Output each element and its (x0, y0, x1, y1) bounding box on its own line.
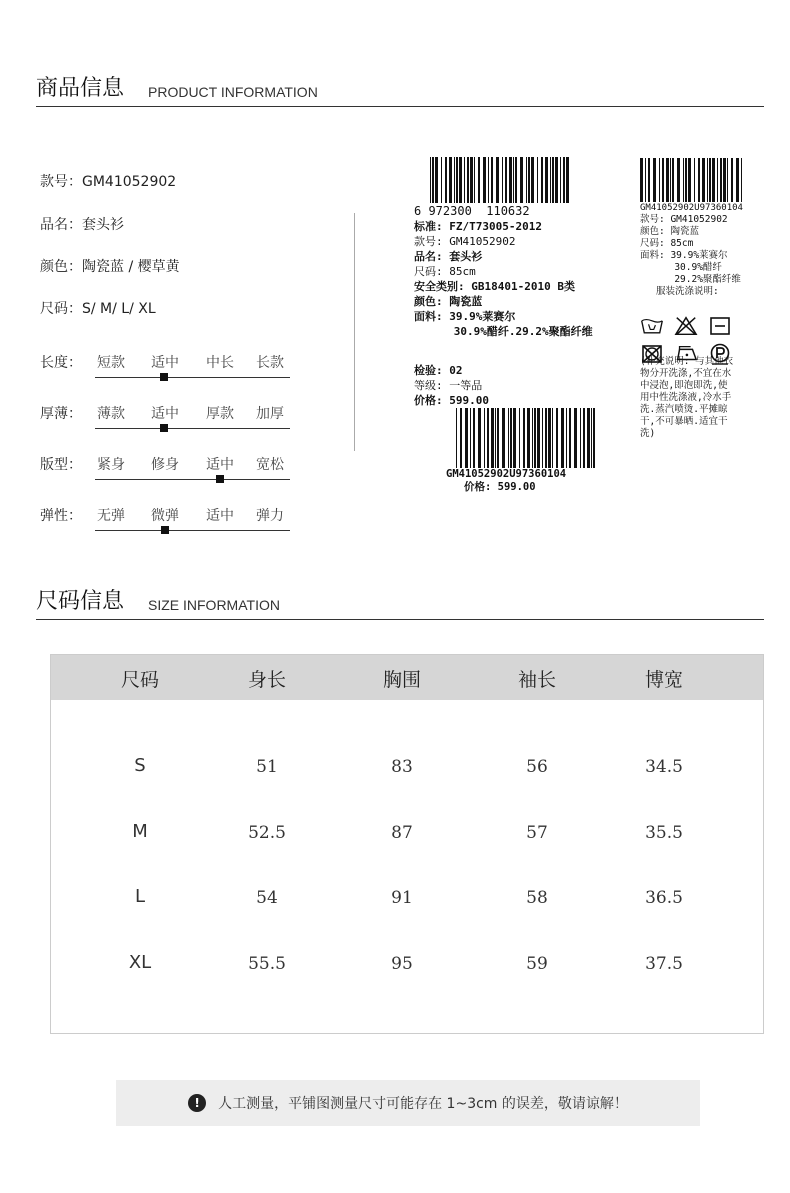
product-info-title: 商品信息 (36, 76, 125, 101)
table-cell: 95 (391, 954, 413, 974)
table-cell: 34.5 (645, 757, 683, 777)
table-cell: 58 (526, 888, 548, 908)
product-info-header (36, 75, 764, 107)
hang-tag-small (640, 158, 770, 440)
tag-fabric-1: 面料: 39.9%莱赛尔 (414, 310, 516, 323)
scale-label: 厚薄： (40, 406, 82, 422)
table-cell: 59 (526, 954, 548, 974)
small-care-title: 服装洗涤说明: (656, 286, 719, 297)
small-note-line: 物分开洗涤,不宜在水 (640, 368, 732, 379)
elasticity-scale (40, 505, 300, 545)
tag-style-no: 款号: GM41052902 (414, 235, 516, 248)
scale-option: 厚款 (206, 406, 234, 422)
header-sleeve: 袖长 (517, 669, 556, 691)
scale-option: 无弹 (97, 508, 125, 524)
table-cell: 57 (526, 823, 548, 843)
table-cell: 51 (256, 757, 278, 777)
table-cell: 83 (391, 757, 413, 777)
scale-option: 微弹 (151, 508, 179, 524)
fit-scale (40, 454, 300, 494)
table-cell: 56 (526, 757, 548, 777)
table-cell: 52.5 (248, 823, 286, 843)
table-cell: 87 (391, 823, 413, 843)
scale-option: 修身 (151, 457, 179, 473)
product-name-line (40, 214, 124, 234)
product-info-subtitle: PRODUCT INFORMATION (148, 84, 318, 100)
scale-line (95, 428, 290, 429)
table-cell: M (132, 821, 148, 842)
small-note-line: 干,不可暴晒.适宜干 (640, 416, 728, 427)
small-style-no: 款号: GM41052902 (640, 214, 728, 225)
no-tumble-dry-icon (640, 344, 664, 364)
color-line (40, 256, 180, 276)
tag-grade: 等级: 一等品 (414, 379, 483, 392)
style-number-line (40, 171, 176, 191)
small-note-line: 洗.蒸汽喷烫.平摊晾 (640, 404, 728, 415)
scale-label: 版型： (40, 457, 82, 473)
barcode-number: 6 972300 110632 (414, 204, 530, 218)
size-line (40, 298, 156, 318)
scale-option: 长款 (256, 355, 284, 371)
scale-option: 宽松 (256, 457, 284, 473)
iron-icon (674, 344, 698, 364)
product-name-label: 品名： (40, 217, 82, 233)
dry-clean-p-icon (708, 344, 732, 364)
header-width: 博宽 (644, 669, 683, 691)
table-cell: 35.5 (645, 823, 683, 843)
scale-label: 长度： (40, 355, 82, 371)
hang-tag-main (414, 157, 614, 494)
scale-marker (216, 475, 224, 483)
tag-safety: 安全类别: GB18401-2010 B类 (414, 280, 575, 293)
small-fabric-2: 30.9%醋纤 (640, 262, 722, 273)
scale-option: 加厚 (256, 406, 284, 422)
scale-option: 弹力 (256, 508, 284, 524)
table-cell: 54 (256, 888, 278, 908)
length-scale (40, 352, 300, 392)
style-number-label: 款号： (40, 174, 82, 190)
scale-option: 薄款 (97, 406, 125, 422)
flat-dry-icon (708, 316, 732, 336)
header-chest: 胸围 (382, 669, 421, 691)
tag-price: 价格: 599.00 (414, 394, 489, 407)
scale-line (95, 479, 290, 480)
color-value: 陶瓷蓝 / 樱草黄 (82, 259, 180, 275)
thickness-scale (40, 403, 300, 443)
small-note-line: 用中性洗涤液,冷水手 (640, 392, 732, 403)
notice-text: 人工测量，平铺图测量尺寸可能存在 1~3cm 的误差，敬请谅解！ (218, 1096, 628, 1112)
scale-option: 紧身 (97, 457, 125, 473)
no-bleach-icon (674, 316, 698, 336)
scale-option: 短款 (97, 355, 125, 371)
tag-color: 颜色: 陶瓷蓝 (414, 295, 483, 308)
barcode-graphic-3 (640, 158, 746, 202)
small-barcode-number: GM41052902U97360104 (640, 203, 743, 213)
scale-line (95, 530, 290, 531)
exclamation-icon: ! (188, 1094, 206, 1112)
divider (354, 213, 355, 451)
scale-marker (161, 526, 169, 534)
scale-option: 适中 (206, 508, 234, 524)
tag-standard: 标准: FZ/T73005-2012 (414, 220, 542, 233)
scale-option: 适中 (151, 355, 179, 371)
table-cell: 55.5 (248, 954, 286, 974)
barcode-graphic (430, 157, 570, 203)
small-note-line: 中浸泡,即泡即洗,使 (640, 380, 728, 391)
small-note-line: (补充说明: 与其他衣 (640, 356, 734, 367)
size-table (50, 654, 764, 1034)
table-cell: 37.5 (645, 954, 683, 974)
tag-inspection: 检验: 02 (414, 364, 463, 377)
size-info-subtitle: SIZE INFORMATION (148, 597, 280, 613)
tag-fabric-2: 30.9%醋纤.29.2%聚酯纤维 (414, 325, 593, 338)
care-icons-row-2 (640, 344, 732, 364)
small-fabric-1: 面料: 39.9%莱赛尔 (640, 250, 728, 261)
scale-option: 中长 (206, 355, 234, 371)
scale-marker (160, 373, 168, 381)
tag-price-2: 价格: 599.00 (464, 481, 536, 493)
tag-name: 品名: 套头衫 (414, 250, 483, 263)
barcode-graphic-2 (456, 408, 598, 468)
size-label: 尺码： (40, 301, 82, 317)
tag-size: 尺码: 85cm (414, 265, 476, 278)
scale-option: 适中 (206, 457, 234, 473)
small-fabric-3: 29.2%聚酯纤维 (640, 274, 741, 285)
barcode2-number: GM41052902U97360104 (446, 468, 567, 480)
size-info-header (36, 588, 764, 620)
scale-marker (160, 424, 168, 432)
size-table-header (51, 655, 763, 700)
color-label: 颜色： (40, 259, 82, 275)
size-info-title: 尺码信息 (36, 589, 125, 614)
small-size: 尺码: 85cm (640, 238, 694, 249)
table-cell: XL (128, 952, 152, 973)
table-cell: 36.5 (645, 888, 683, 908)
care-icons-row-1 (640, 316, 732, 336)
measurement-notice (116, 1080, 700, 1126)
table-cell: L (134, 886, 146, 907)
size-value: S/ M/ L/ XL (82, 301, 156, 317)
product-name-value: 套头衫 (82, 217, 124, 233)
scale-option: 适中 (151, 406, 179, 422)
table-cell: S (134, 755, 146, 776)
hand-wash-icon (640, 316, 664, 336)
header-length: 身长 (247, 669, 286, 691)
small-note-line: 洗) (640, 428, 656, 439)
scale-line (95, 377, 290, 378)
table-cell: 91 (391, 888, 413, 908)
header-size: 尺码 (120, 669, 159, 691)
small-color: 颜色: 陶瓷蓝 (640, 226, 699, 237)
scale-label: 弹性： (40, 508, 82, 524)
style-number-value: GM41052902 (82, 174, 177, 190)
